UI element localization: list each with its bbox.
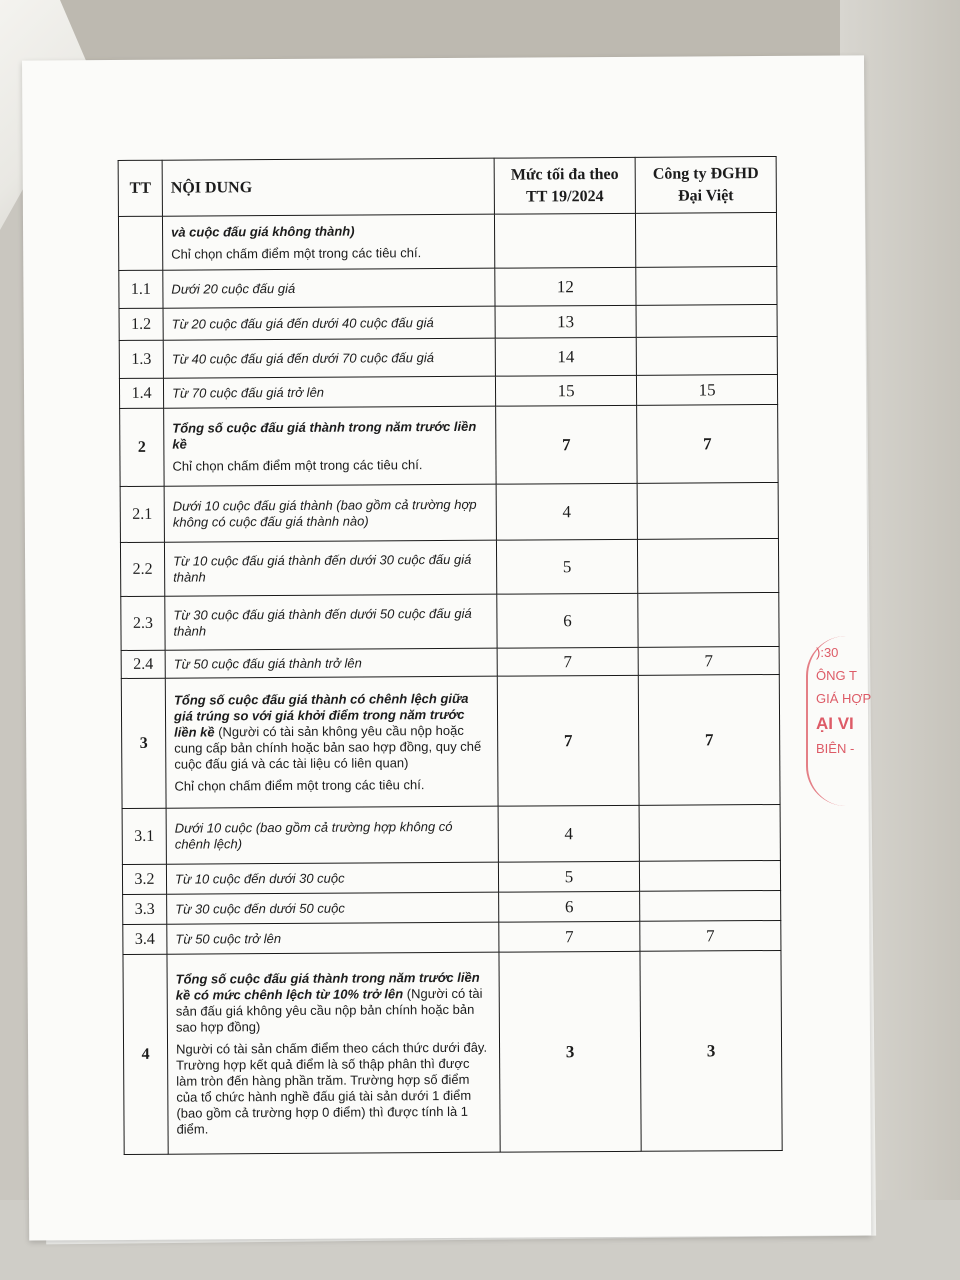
row-tt: 1.3: [119, 340, 163, 378]
row-company-score: [637, 482, 778, 539]
stamp-line: ÔNG T: [816, 668, 857, 683]
row-tt: 2.4: [121, 650, 165, 678]
row-max-score: 5: [498, 861, 639, 892]
row-company-score: [636, 266, 777, 305]
row-max-score: 6: [499, 891, 640, 922]
row-max-score: 4: [496, 483, 637, 540]
row-tt: 1.2: [119, 308, 163, 340]
row-company-score: [635, 212, 776, 267]
row-company-score: [637, 538, 778, 593]
row-content: Từ 30 cuộc đến dưới 50 cuộc: [167, 892, 499, 924]
row-title: và cuộc đấu giá không thành): [171, 223, 355, 240]
row-max-score: [494, 213, 635, 268]
scoring-table: [118, 156, 783, 1155]
row-max-score: 13: [495, 305, 636, 338]
row-content: Từ 10 cuộc đấu giá thành đến dưới 30 cuộc đấu giá thành: [164, 540, 496, 596]
row-company-score: 3: [640, 950, 782, 1151]
row-tt: 2.1: [120, 486, 164, 542]
row-max-score: 12: [495, 267, 636, 306]
table-row: [120, 482, 778, 542]
row-content: Dưới 10 cuộc đấu giá thành (bao gồm cả trường hợp không có cuộc đấu giá thành nào): [164, 484, 496, 542]
row-max-score: 6: [497, 593, 638, 648]
row-max-score: 15: [495, 375, 636, 406]
table-row: [120, 538, 778, 596]
row-title: Tổng số cuộc đấu giá thành trong năm trước liền kề có mức chênh lệch từ 10% trở lên: [175, 969, 480, 1003]
header-max-line1: Mức tối đa theo: [510, 165, 619, 184]
row-content: Dưới 10 cuộc (bao gồm cả trường hợp không có chênh lệch): [166, 806, 498, 864]
row-tt: [118, 216, 162, 270]
row-max-score: 7: [497, 675, 639, 806]
table-header-row: [118, 156, 776, 216]
table-row: [119, 266, 777, 308]
row-company-score: [640, 890, 781, 921]
row-tt: 3.4: [123, 924, 167, 954]
row-tt: 4: [123, 954, 168, 1154]
row-title-tail: (Người có tài sản không yêu cầu nộp hoặc cung cấp bản chính hoặc bản sao hợp đồng, quy chế cuộc đấu giá và các tài liệu có liên quan): [174, 722, 482, 772]
document-page: [22, 55, 871, 1240]
row-tt: 1.4: [119, 378, 163, 408]
stamp-line: ):30: [816, 645, 839, 660]
table-row: [121, 646, 779, 678]
row-company-score: [639, 860, 780, 891]
row-content: [167, 952, 500, 1154]
row-content: [162, 214, 494, 270]
row-note: Chỉ chọn chấm điểm một trong các tiêu chí.: [172, 456, 423, 474]
table-row: [118, 212, 776, 270]
row-tt: 2: [120, 408, 164, 486]
row-note: Người có tài sản chấm điểm theo cách thức dưới đây. Trường hợp kết quả điểm là số thập phân thì được làm tròn đến hàng phần trăm. Trường hợp số điểm của tổ chức hành nghề đấu giá tài sản dưới 1 điểm (bao gồm cả trường hợp 0 điểm) thì được tính là 1 điểm.: [176, 1039, 488, 1137]
table-row: [122, 860, 780, 894]
row-max-score: 14: [495, 337, 636, 376]
table-row: [119, 336, 777, 378]
row-title: Tổng số cuộc đấu giá thành có chênh lệch giữa giá trúng so với giá khởi điểm trong năm trước liền kề: [173, 690, 469, 740]
row-content: Từ 10 cuộc đến dưới 30 cuộc: [166, 862, 498, 894]
table-row: [121, 674, 780, 808]
row-tt: 2.2: [120, 542, 164, 596]
row-content: Từ 50 cuộc đấu giá thành trở lên: [165, 648, 497, 678]
table-row: [121, 592, 779, 650]
row-content: Từ 50 cuộc trở lên: [167, 922, 499, 954]
header-max-score: [494, 157, 635, 214]
row-tt: 3.3: [123, 894, 167, 924]
row-content: Từ 40 cuộc đấu giá đến dưới 70 cuộc đấu giá: [163, 338, 495, 378]
row-content: Dưới 20 cuộc đấu giá: [163, 268, 495, 308]
stamp-line: GIÁ HỢP: [816, 691, 872, 706]
row-max-score: 7: [497, 647, 638, 676]
row-content: Từ 30 cuộc đấu giá thành đến dưới 50 cuộc đấu giá thành: [165, 594, 497, 650]
header-company-line1: Công ty ĐGHD: [652, 164, 759, 183]
row-company-score: 7: [638, 646, 779, 675]
row-tt: 1.1: [119, 270, 163, 308]
row-max-score: 3: [499, 951, 641, 1152]
row-note: Chỉ chọn chấm điểm một trong các tiêu chí.: [171, 244, 422, 262]
row-company-score: 7: [640, 920, 781, 951]
row-company-score: 7: [638, 674, 780, 805]
stamp-line: BIÊN -: [816, 741, 855, 756]
red-stamp: [806, 636, 886, 806]
table-row: [123, 950, 782, 1154]
row-title: Tổng số cuộc đấu giá thành trong năm trước liền kề: [172, 418, 477, 452]
table-row: [119, 374, 777, 408]
row-company-score: [636, 336, 777, 375]
table-row: [120, 404, 778, 486]
header-company-line2: Đại Việt: [678, 186, 734, 205]
row-tt: 3.1: [122, 808, 166, 864]
row-content: Từ 20 cuộc đấu giá đến dưới 40 cuộc đấu giá: [163, 306, 495, 340]
row-max-score: 7: [499, 921, 640, 952]
header-tt: TT: [118, 160, 162, 216]
header-content: NỘI DUNG: [162, 158, 494, 216]
row-tt: 2.3: [121, 596, 165, 650]
row-max-score: 5: [496, 539, 637, 594]
header-company-score: [635, 156, 776, 213]
row-content: [165, 676, 498, 808]
row-company-score: [636, 304, 777, 337]
row-content: [164, 406, 496, 486]
stamp-line: ẠI VI: [816, 714, 854, 733]
row-max-score: 4: [498, 805, 639, 862]
row-content: Từ 70 cuộc đấu giá trở lên: [163, 376, 495, 408]
table-row: [123, 890, 781, 924]
row-company-score: 7: [637, 404, 778, 483]
row-tt: 3: [121, 678, 166, 808]
table-row: [123, 920, 781, 954]
row-company-score: [639, 804, 780, 861]
table-row: [119, 304, 777, 340]
row-company-score: [638, 592, 779, 647]
row-max-score: 7: [496, 405, 637, 484]
table-row: [122, 804, 780, 864]
row-company-score: 15: [636, 374, 777, 405]
header-max-line2: TT 19/2024: [526, 187, 604, 205]
row-tt: 3.2: [122, 864, 166, 894]
row-title-tail: (Người có tài sản đấu giá không yêu cầu nộp bản chính hoặc bản sao hợp đồng): [175, 985, 483, 1035]
row-note: Chỉ chọn chấm điểm một trong các tiêu chí.: [174, 776, 425, 794]
